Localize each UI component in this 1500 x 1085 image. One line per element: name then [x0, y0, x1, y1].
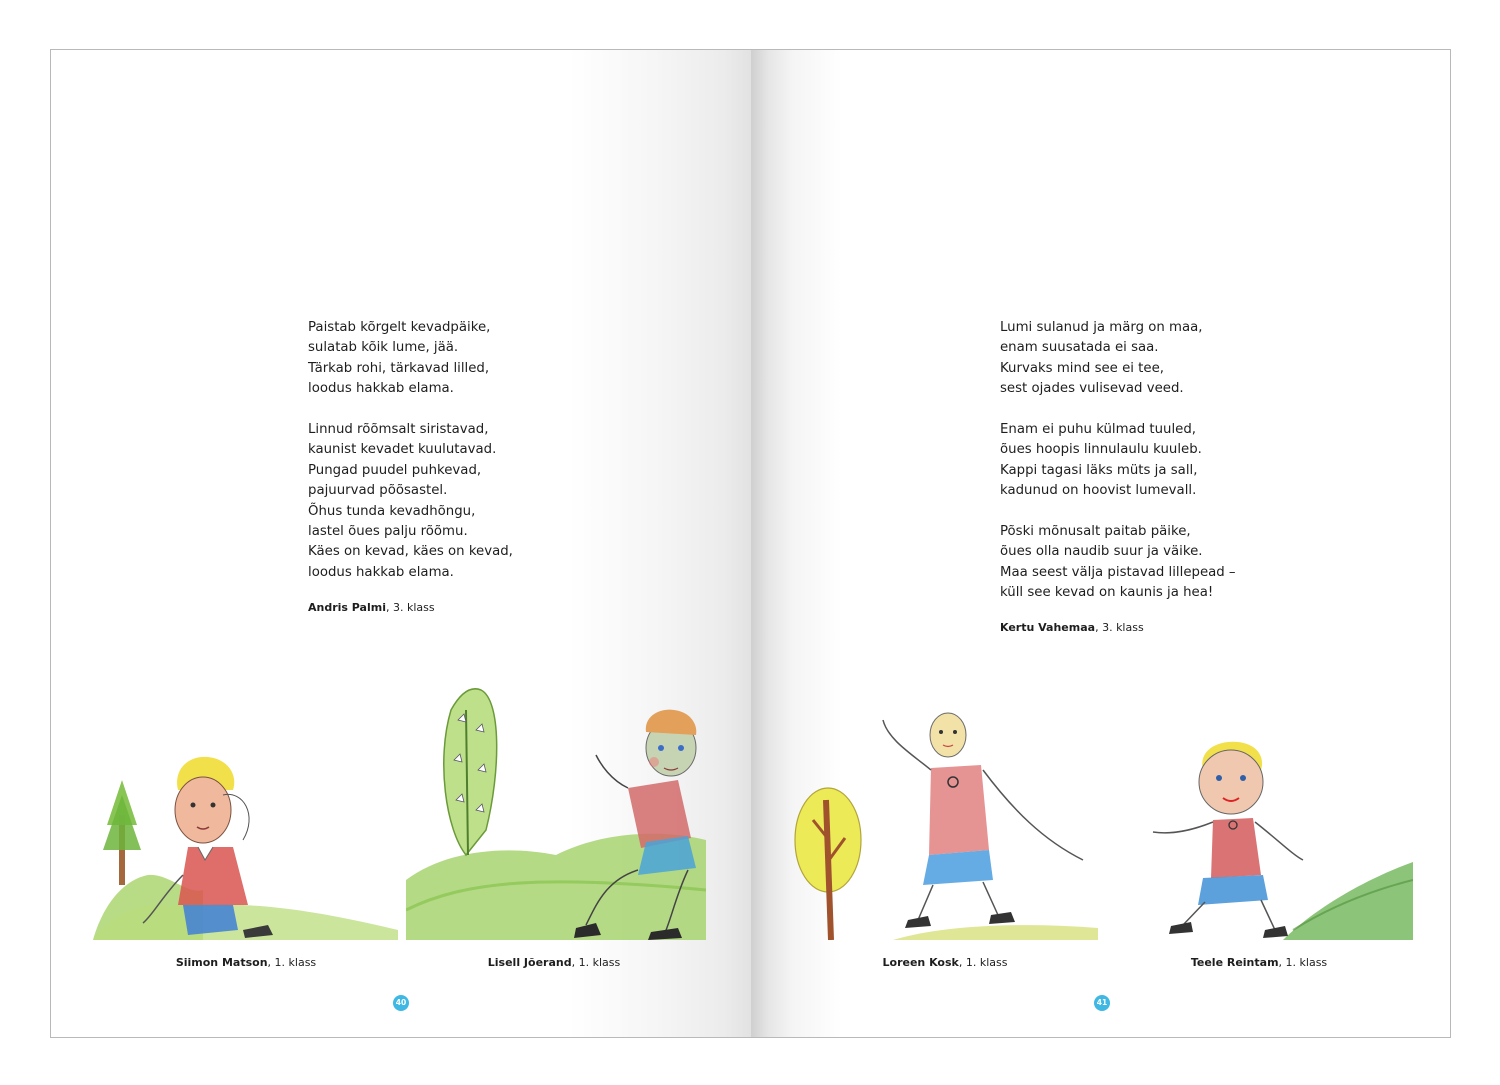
caption-name: Siimon Matson [175, 956, 268, 969]
poem-line: Linnud rõõmsalt siristavad, [308, 422, 489, 438]
poem-line: Maa seest välja pistavad lillepead – [1000, 564, 1236, 580]
poem-stanza [1000, 318, 1236, 400]
drawing-sitting-boy [93, 755, 398, 940]
poem-stanza [1000, 420, 1236, 502]
caption-name: Lisell Jõerand [487, 956, 572, 969]
poem-line: sulatab kõik lume, jää. [308, 340, 459, 356]
drawing-caption [883, 956, 1008, 969]
poem-author [1000, 618, 1236, 638]
drawing-waving-boy-tree [406, 680, 706, 940]
poem-line: Tärkab rohi, tärkavad lilled, [308, 360, 490, 376]
poem-line: Kurvaks mind see ei tee, [1000, 360, 1164, 376]
poem-line: loodus hakkab elama. [308, 564, 454, 580]
caption-name: Teele Reintam [1190, 956, 1279, 969]
author-name: Andris Palmi [308, 600, 386, 614]
poem-line: kadunud on hoovist lumevall. [1000, 483, 1197, 499]
book-spread [50, 49, 1451, 1038]
poem-line: Käes on kevad, käes on kevad, [308, 544, 513, 560]
drawing-boy-with-tree [793, 710, 1098, 940]
author-class: , 3. klass [1095, 621, 1144, 635]
right-poem [1000, 318, 1236, 638]
caption-class: , 1. klass [1278, 956, 1328, 969]
poem-line: küll see kevad on kaunis ja hea! [1000, 585, 1214, 601]
poem-line: Põski mõnusalt paitab päike, [1000, 524, 1191, 540]
poem-line: õues olla naudib suur ja väike. [1000, 544, 1203, 560]
poem-line: lastel õues palju rõõmu. [308, 524, 468, 540]
poem-line: Paistab kõrgelt kevadpäike, [308, 320, 491, 335]
poem-stanza [308, 420, 513, 583]
drawing-caption [176, 956, 316, 969]
poem-line: Kappi tagasi läks müts ja sall, [1000, 462, 1198, 478]
poem-line: Õhus tunda kevadhõngu, [308, 503, 476, 519]
page-number: 40 [393, 995, 409, 1011]
poem-line: enam suusatada ei saa. [1000, 340, 1159, 356]
caption-class: , 1. klass [958, 956, 1008, 969]
caption-class: , 1. klass [571, 956, 621, 969]
poem-line: pajuurvad põõsastel. [308, 483, 448, 499]
poem-author [308, 598, 513, 618]
page-number: 41 [1094, 995, 1110, 1011]
drawing-caption [1191, 956, 1327, 969]
poem-line: kaunist kevadet kuulutavad. [308, 442, 497, 458]
poem-stanza [308, 318, 513, 400]
caption-name: Loreen Kosk [882, 956, 959, 969]
drawing-caption [488, 956, 620, 969]
poem-line: Pungad puudel puhkevad, [308, 462, 482, 478]
poem-line: õues hoopis linnulaulu kuuleb. [1000, 442, 1202, 458]
poem-line: sest ojades vulisevad veed. [1000, 381, 1184, 397]
poem-line: Lumi sulanud ja märg on maa, [1000, 320, 1203, 335]
author-class: , 3. klass [385, 600, 435, 614]
left-page [51, 50, 751, 1037]
right-page [751, 50, 1451, 1037]
author-name: Kertu Vahemaa [1000, 621, 1096, 635]
poem-line: loodus hakkab elama. [308, 381, 454, 397]
left-poem [308, 318, 513, 618]
drawing-running-boy [1143, 740, 1413, 940]
poem-stanza [1000, 522, 1236, 604]
poem-line: Enam ei puhu külmad tuuled, [1000, 422, 1196, 438]
caption-class: , 1. klass [267, 956, 317, 969]
